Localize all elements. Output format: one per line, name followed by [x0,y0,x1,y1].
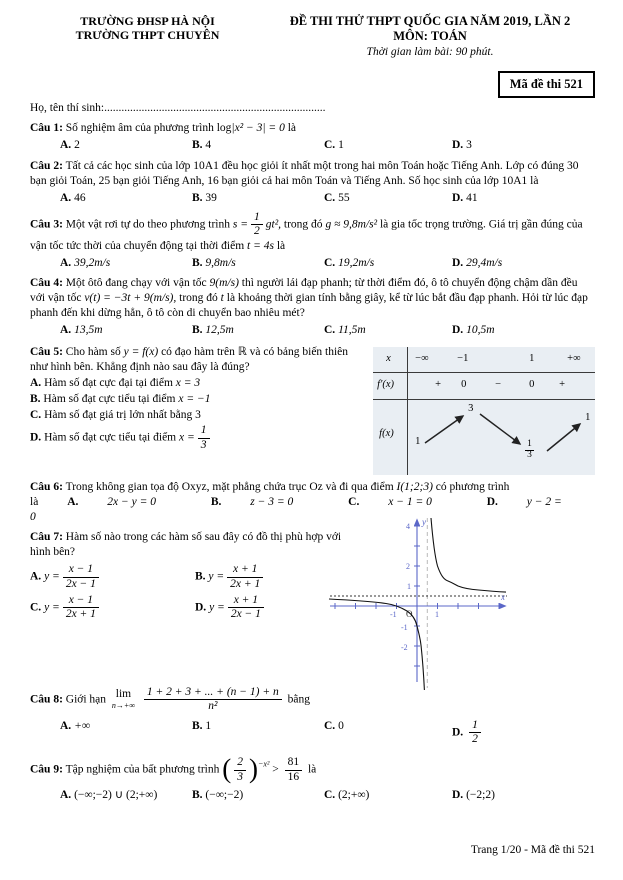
q7-options-row-1 [30,563,360,590]
xtick-1: 1 [435,609,439,619]
q3-suffix: là [276,239,286,252]
question-7 [30,516,595,652]
q9-answer-c: C. (2;+∞) [324,788,370,801]
q1-text: Số nghiệm âm của phương trình [65,122,214,135]
q8-answer-b: B. 1 [192,720,212,732]
q5-label: Câu 5: [30,345,63,358]
q3-answer-a: A. 39,2m/s [60,256,111,269]
question-2 [30,159,595,207]
q4-var-t: t [220,292,224,305]
origin-label: O [406,608,413,619]
q1-suffix: là [287,122,297,135]
q5-text-1: Cho hàm số [65,345,121,358]
q4-text-2: thì người lái đạp phanh; từ thời điểm đó, ô tô chuyển động chậm dần đều với vận tốc [30,276,578,305]
q2-label: Câu 2: [30,159,63,172]
x-axis-label: x [501,591,505,602]
q6-point: I(1;2;3) [396,480,433,493]
q8-answer-d-fraction: $\frac{1}{2}$ [469,719,481,746]
school-block [30,14,265,59]
q9-suffix: là [307,763,317,776]
ytick-2: 2 [406,561,410,571]
table-header-f: f(x) [379,427,394,439]
q7-fraction-d: $\frac{x + 1}{2x - 1}$ [228,594,264,621]
q5-option-a: A. Hàm số đạt cực đại tại điểm x = 3 [30,376,201,389]
q6-answer-d: D. y − 2 = 0 [30,495,562,523]
sign-plus-1: + [435,378,442,390]
q2-text: Tất cả các học sinh của lớp 10A1 đều học giỏi ít nhất một trong hai môn Toán hoặc Tiếng Anh. Lớp có đúng 30 bạn giỏi Toán, 25 bạn giỏi Tiếng Anh, 16 bạn giỏi cả hai môn Toán và Tiếng Anh. Số học sinh của lớp 10A1 là [30,159,579,187]
q6-label: Câu 6: [30,480,63,493]
q5-variation-table [373,347,595,475]
q4-answer-c: C. 11,5m [324,324,366,337]
q2-answer-b: B. 39 [192,191,217,204]
q4-answer-d: D. 10,5m [452,324,495,337]
arrow-down [480,414,520,444]
q1-answers [30,138,595,153]
q4-text-1: Một ôtô đang chạy với vận tốc [65,276,207,289]
q4-speed: 9(m/s) [209,276,239,289]
q8-answers [30,719,595,746]
f-value-right: 1 [585,411,591,423]
q1-answer-d: D. 3 [452,139,472,152]
q9-answer-b: B. (−∞;−2) [192,788,244,801]
f-value-left: 1 [415,435,421,447]
arrow-up-2 [547,424,580,451]
q4-answer-b: B. 12,5m [192,324,234,337]
q3-answer-d: D. 29,4m/s [452,256,503,269]
q8-answer-c: C. 0 [324,720,344,732]
x-value-neg-inf: −∞ [415,352,429,364]
question-5 [30,345,595,475]
exam-subject: MÔN: TOÁN [393,28,467,43]
question-4 [30,276,595,339]
page-footer: Trang 1/20 - Mã đề thi 521 [470,844,595,856]
q6-text-2: có phương trình [435,480,510,493]
arrow-up-1 [425,416,463,443]
q7-option-d: D. y = $\frac{x + 1}{2x - 1}$ [195,594,360,621]
q7-fraction-c: $\frac{x - 1}{2x + 1}$ [63,594,99,621]
q2-answer-a: A. 46 [60,191,86,204]
sign-plus-2: + [559,378,566,390]
q6-answer-c: C. x − 1 = 0 [348,495,432,508]
q1-answer-b: B. 4 [192,139,212,152]
q4-answer-a: A. 13,5m [60,324,103,337]
q5-option-b: B. Hàm số đạt cực tiểu tại điểm x = −1 [30,393,211,406]
student-name-line: Họ, tên thí sinh:............................................................................. [30,102,326,115]
ytick-m2: -2 [401,642,408,652]
sign-zero-2: 0 [529,378,535,390]
header [30,14,595,59]
q9-relation: > [272,763,279,776]
school-line-1: TRƯỜNG ĐHSP HÀ NỘI [80,14,215,28]
exam-title: ĐỀ THI THỬ THPT QUỐC GIA NĂM 2019, LẦN 2 [289,14,571,28]
q7-label: Câu 7: [30,531,63,544]
q6-answer-b: B. z − 3 = 0 [210,495,294,508]
ytick-4: 4 [406,521,410,531]
q7-graph [327,510,567,697]
q8-suffix: bằng [287,692,310,705]
q2-answers [30,191,595,206]
q1-answer-c: C. 1 [324,139,344,152]
q3-text-3: là gia tốc trọng trường. Giá trị gần đúng của vận tốc tức thời của chuyển động tại thời điểm [30,218,583,252]
q5-fraction-third: $\frac{1}{3}$ [198,424,210,451]
q6-suffix: là [30,495,39,508]
q4-velocity-eq: v(t) = −3t + 9(m/s), [84,292,177,305]
q7-options-row-2 [30,594,360,621]
question-1 [30,121,595,153]
q6-answer-a: A. 2x − y = 0 [67,495,156,508]
q8-fraction: $\frac{1 + 2 + 3 + ... + (n - 1) + n}{\text{n²}}$ [144,686,282,713]
exam-code-box: Mã đề thi 521 [498,71,595,98]
question-9 [30,753,595,803]
q4-text-4: là khoảng thời gian tính bằng giây, kể từ lúc bắt đầu đạp phanh. Hỏi từ lúc đạp phanh đến khi dừng hẳn, ô tô còn di chuyển bao nhiêu mét? [30,292,588,320]
y-axis-label: y [422,516,426,527]
q3-eq-rhs: gt², [265,218,282,231]
q9-label: Câu 9: [30,763,63,776]
school-line-2: TRƯỜNG THPT CHUYÊN [75,28,220,43]
q1-label: Câu 1: [30,122,63,135]
q3-time: t = 4s [247,239,274,252]
q5-option-c: C. Hàm số đạt giá trị lớn nhất bằng 3 [30,409,201,422]
q3-text-2: trong đó [283,218,323,231]
q7-fraction-a: $\frac{x - 1}{2x - 1}$ [63,563,99,590]
q9-left-paren: ( [222,753,232,784]
q1-formula-log: log [216,122,232,135]
q4-label: Câu 4: [30,276,63,289]
q5-function: y = f(x) [123,345,159,358]
q9-exponent: −x² [258,759,270,769]
x-value-1: 1 [529,352,535,364]
q7-option-c: C. y = $\frac{x - 1}{2x + 1}$ [30,594,195,621]
ytick-m1: -1 [401,622,408,632]
q9-text: Tập nghiệm của bất phương trình [65,763,220,776]
q9-answer-a: A. (−∞;−2) ∪ (2;+∞) [60,788,158,801]
q7-fraction-b: $\frac{x + 1}{2x + 1}$ [227,563,263,590]
q8-label: Câu 8: [30,692,63,705]
q2-answer-c: C. 55 [324,191,350,204]
f-value-max: 3 [468,402,474,414]
table-header-fprime: f′(x) [377,378,395,390]
q3-text-1: Một vật rơi tự do theo phương trình [65,218,230,231]
q5-option-d: D. Hàm số đạt cực tiểu tại điểm x = $\frac{1}{3}$ [30,424,365,451]
q7-question: Hàm số nào trong các hàm số sau đây có đồ thị phù hợp với hình bên? [30,531,342,559]
q2-answer-d: D. 41 [452,191,478,204]
q3-answers [30,256,595,271]
q9-base-fraction: $\frac{2}{3}$ [234,756,246,783]
q8-text: Giới hạn [65,692,107,705]
q3-gravity: g ≈ 9,8m/s² [325,218,378,231]
q3-eq-lhs: s = [232,218,248,231]
q8-limit: lim n→+∞ [111,688,136,710]
q9-answers [30,788,595,803]
q3-fraction-half: $\frac{1}{2}$ [251,211,263,238]
f-value-min: $\frac{1}{3}$ [527,438,532,460]
sign-minus: − [495,378,502,390]
q4-answers [30,323,595,338]
q3-label: Câu 3: [30,218,63,231]
q7-option-a: A. y = $\frac{x - 1}{2x - 1}$ [30,563,195,590]
q9-rhs-fraction: $\frac{81}{16}$ [285,756,303,783]
x-value-pos-inf: +∞ [567,352,581,364]
q7-text [30,530,360,621]
title-block [265,14,595,59]
q5-text-2: có đạo hàm trên ℝ và có bảng biến thiên như hình bên. Khẳng định nào sau đây là đúng? [30,345,349,373]
q3-answer-b: B. 9,8m/s [192,256,236,269]
q6-text-1: Trong không gian tọa độ Oxyz, mặt phẳng chứa trục Oz và đi qua điểm [65,480,394,493]
question-3 [30,211,595,271]
q8-answer-d: D. $\frac{1}{2}$ [452,719,484,746]
sign-zero-1: 0 [461,378,467,390]
q3-answer-c: C. 19,2m/s [324,256,375,269]
curve-right-branch [431,518,506,592]
q1-answer-a: A. 2 [60,139,80,152]
exam-duration: Thời gian làm bài: 90 phút. [366,45,494,58]
x-value-neg1: −1 [457,352,469,364]
ytick-1: 1 [407,581,411,591]
q7-option-b: B. y = $\frac{x + 1}{2x + 1}$ [195,563,360,590]
q4-text-3: trong đó [179,292,218,305]
xtick-neg1: -1 [390,609,397,619]
q8-answer-a: A. +∞ [60,720,91,732]
variation-arrows [373,347,606,475]
q9-right-paren: ) [249,753,258,784]
table-header-x: x [386,352,391,364]
q5-text-block [30,345,365,475]
q9-answer-d: D. (−2;2) [452,788,495,801]
question-6-7-region [30,480,595,678]
q1-formula: |x² − 3| = 0 [231,122,285,135]
